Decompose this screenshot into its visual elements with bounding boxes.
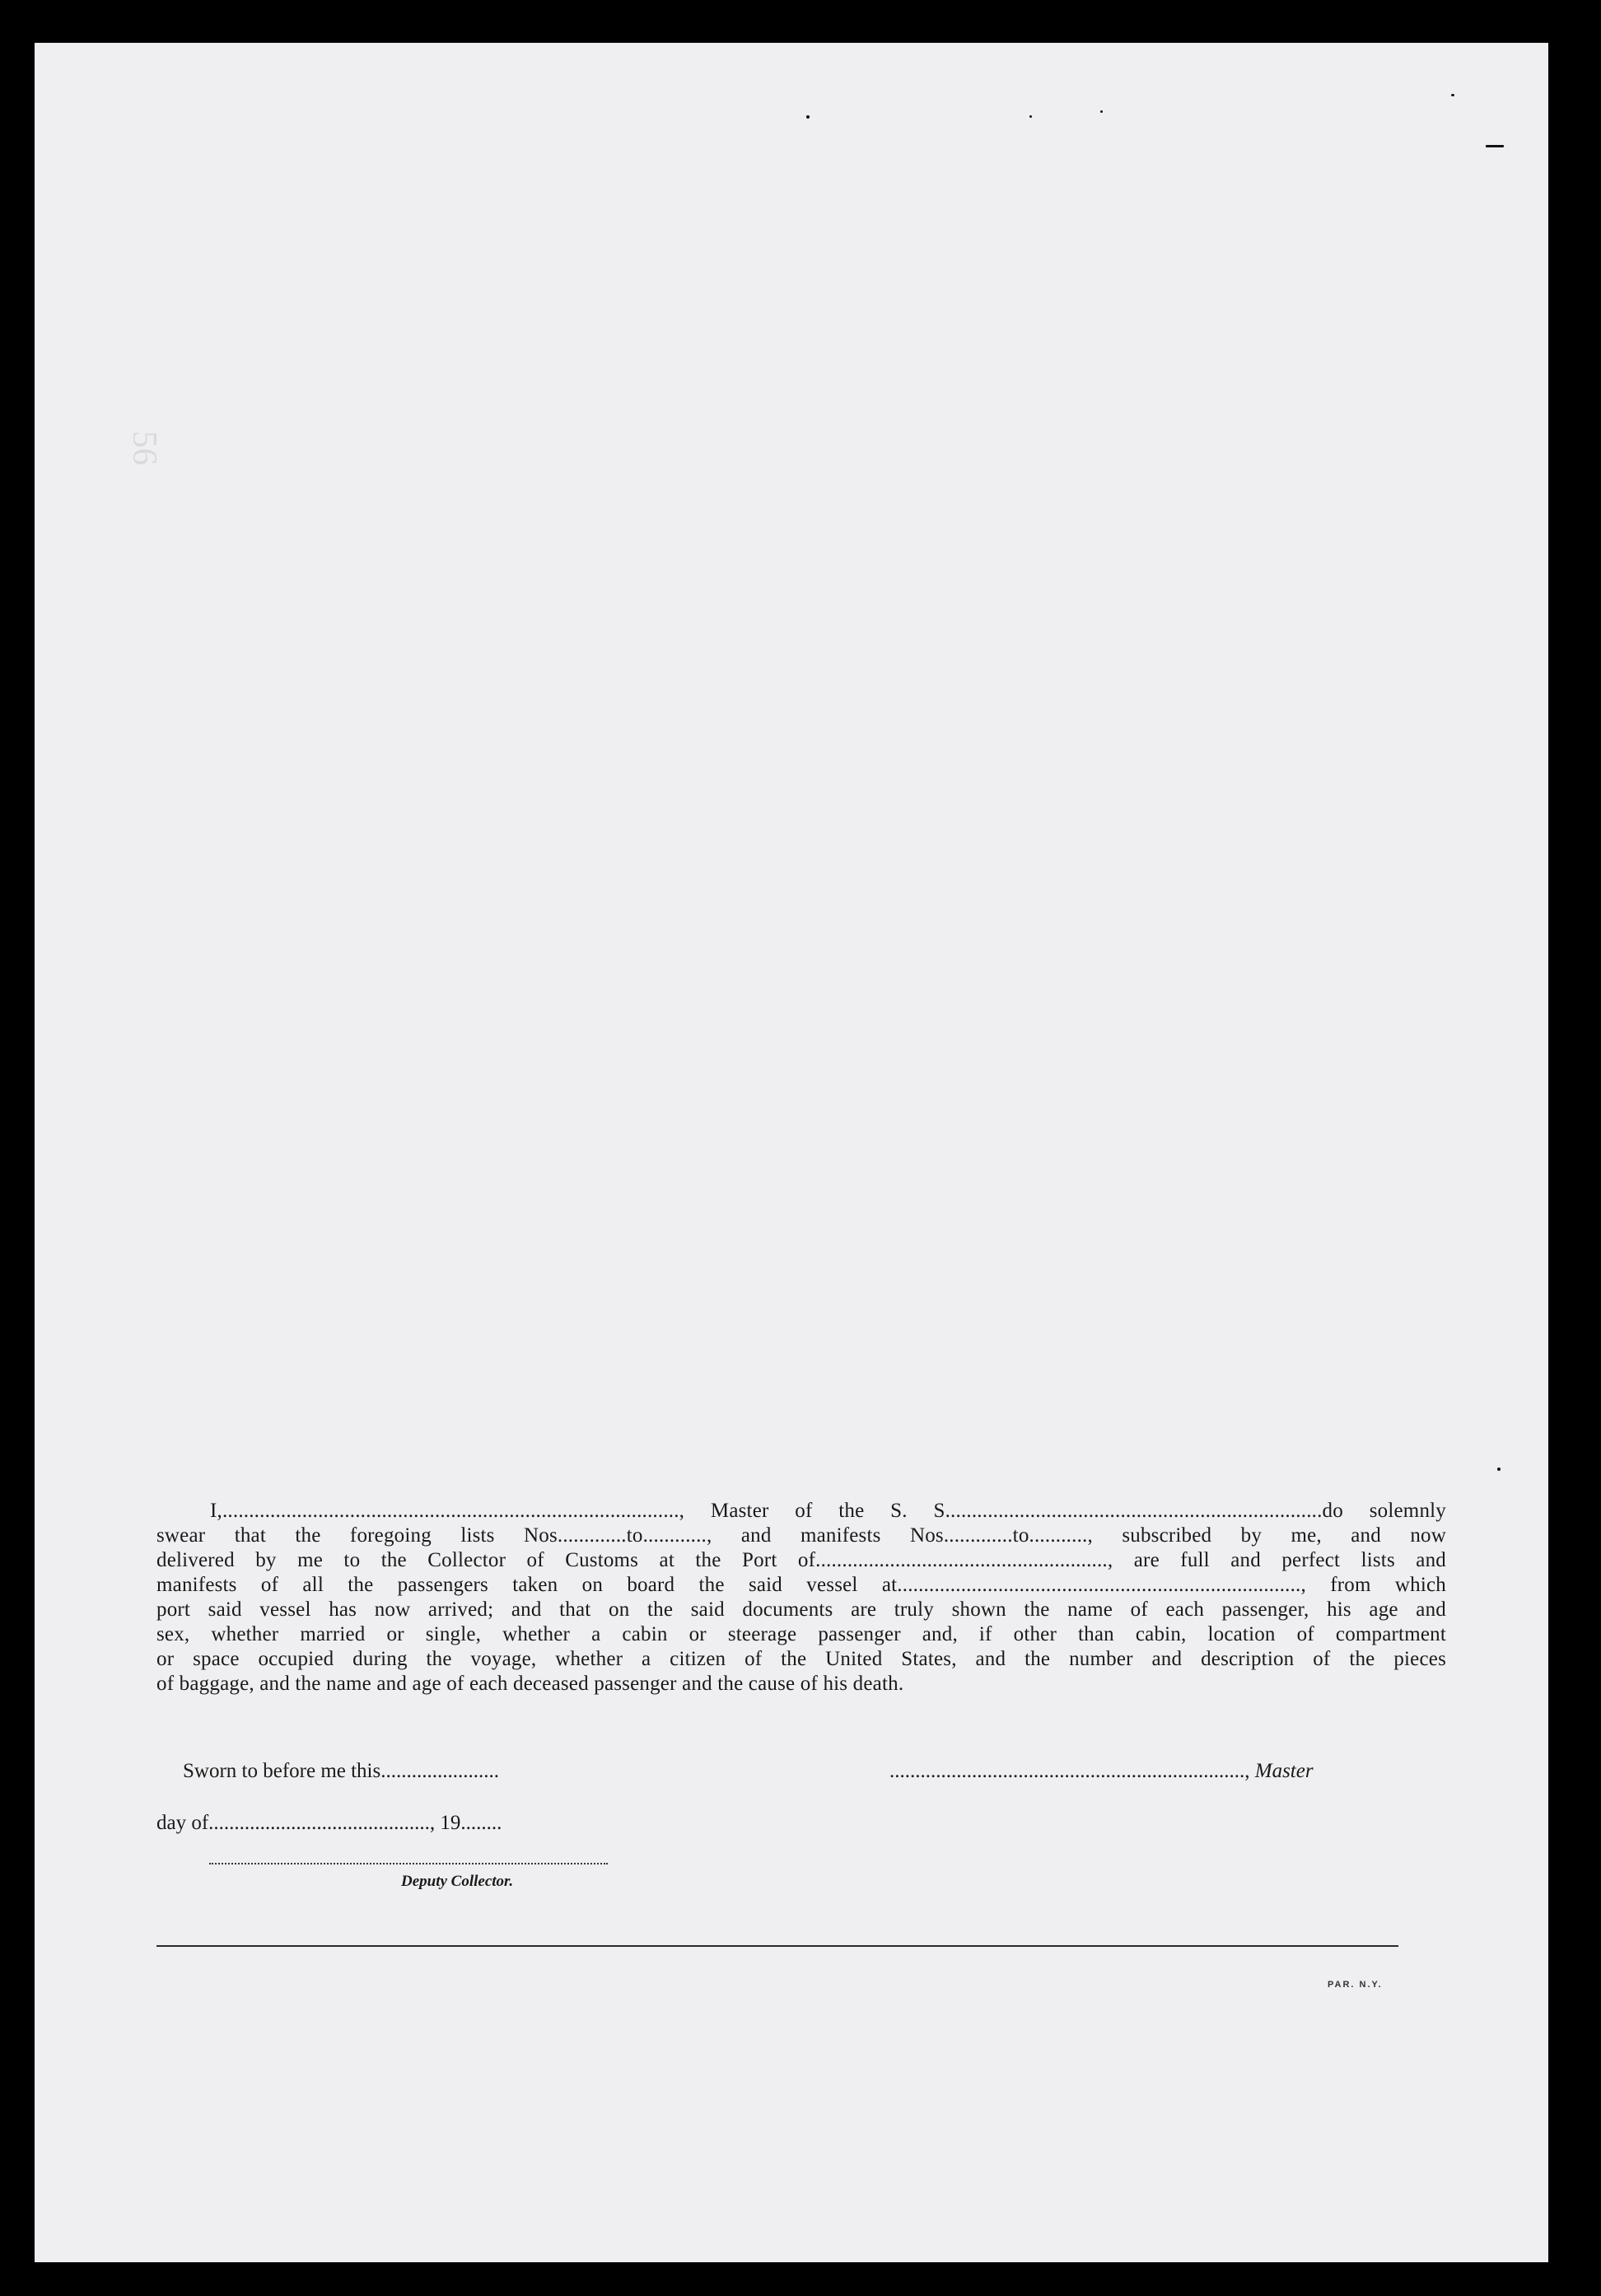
speck (1451, 94, 1454, 96)
speck (1100, 110, 1103, 113)
oath-line: delivered by me to the Collector of Customs at the Port of......................................................., are full and perfect lists and (156, 1549, 1446, 1571)
speck (1029, 115, 1032, 118)
oath-line: sex, whether married or single, whether a cabin or steerage passenger and, if other than cabin, location of compartment (156, 1623, 1446, 1645)
oath-line: swear that the foregoing lists Nos.............to............, and manifests Nos.............to..........., subscribed by me, and now (156, 1524, 1446, 1547)
form-page (35, 43, 1548, 2262)
faded-page-number: 56 (125, 431, 163, 465)
deputy-collector-label: Deputy Collector. (401, 1873, 514, 1890)
day-of-text: day of..........................................., 19........ (156, 1812, 502, 1834)
master-signature-line (889, 1760, 1314, 1783)
oath-line: port said vessel has now arrived; and that on the said documents are truly shown the name of each passenger, his age and (156, 1598, 1446, 1621)
oath-line: or space occupied during the voyage, whether a citizen of the United States, and the number and description of the pieces (156, 1648, 1446, 1670)
master-label: Master (1254, 1760, 1314, 1782)
horizontal-rule (156, 1945, 1398, 1947)
oath-paragraph (156, 1499, 1446, 1696)
speck (1497, 1468, 1501, 1471)
sworn-text: Sworn to before me this....................... (183, 1760, 499, 1782)
printer-mark: PAR. N.Y. (1328, 1980, 1383, 1990)
speck (1486, 145, 1504, 147)
oath-line: of baggage, and the name and age of each deceased passenger and the cause of his death. (156, 1673, 904, 1695)
oath-line: I,......................................................................................, Master of the S. S.......................................................................do solemnly (210, 1500, 1446, 1522)
master-signature-dots: ....................................................................., (889, 1760, 1250, 1782)
oath-line: manifests of all the passengers taken on board the said vessel at............................................................................, from which (156, 1574, 1446, 1596)
deputy-signature-line (209, 1863, 608, 1864)
speck (806, 115, 810, 119)
